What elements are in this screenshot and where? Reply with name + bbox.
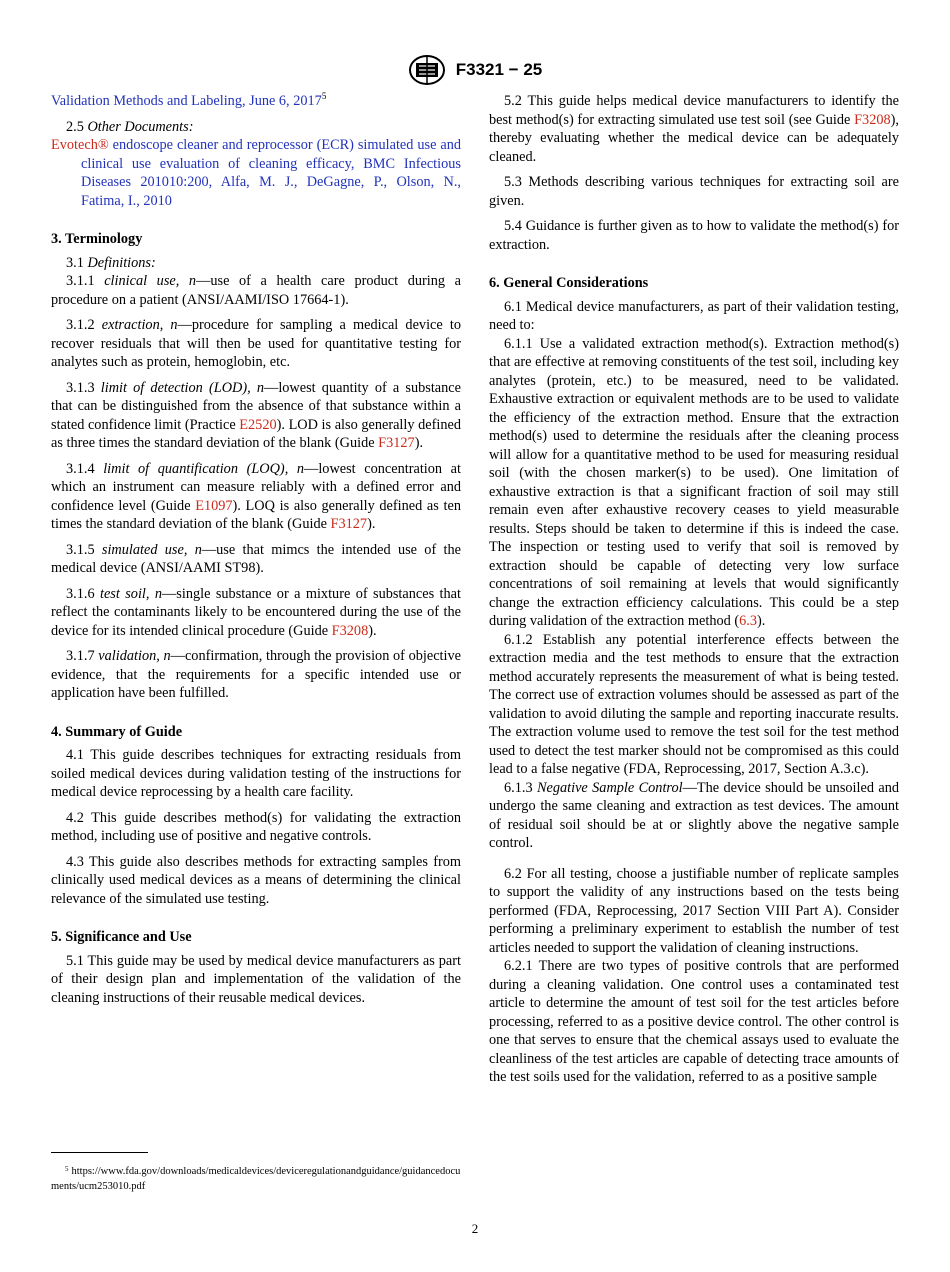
footnote-url[interactable]: https://www.fda.gov/downloads/medicaldevices/deviceregulationandguidance/guidancedocuments/ucm253010.pdf bbox=[51, 1166, 461, 1192]
ref-link[interactable]: 6.3 bbox=[739, 613, 758, 629]
ref-link[interactable]: E2520 bbox=[239, 416, 277, 433]
heading-summary: 4. Summary of Guide bbox=[51, 723, 183, 740]
para-3-1-4: 3.1.4 limit of quantification (LOQ), n—lowest concentration at which an instrument can measure reliably with a defined error and confidence level (Guide E1097). LOQ is also generally defined as ten times the standard deviation of the blank (Guide F3127). bbox=[51, 460, 461, 532]
para-3-1-7: 3.1.7 validation, n—confirmation, through the provision of objective evidence, that the requirements for a specific intended use or application have been fulfilled. bbox=[51, 648, 461, 701]
para-5-4: 5.4 Guidance is further given as to how to validate the method(s) for extraction. bbox=[489, 218, 899, 253]
evotech-reference bbox=[51, 136, 461, 210]
evotech-brand: Evotech® bbox=[51, 137, 109, 153]
para-6-1-3: 6.1.3 Negative Sample Control—The device should be unsoiled and undergo the same cleaning and extraction as test devices. The amount of residual soil should be at or slightly above the negative sample control. bbox=[489, 779, 899, 851]
ref-link[interactable]: F3208 bbox=[854, 111, 891, 128]
para-4-1: 4.1 This guide describes techniques for extracting residuals from soiled medical devices during validation testing of the instructions for medical device reprocessing by a health care facility. bbox=[51, 747, 461, 800]
para-6-2-1: 6.2.1 There are two types of positive controls that are performed during a cleaning validation. One control uses a contaminated test article to determine the amount of test soil for the test articles before processing, referred to as a positive device control. The other control is one that serves to ensure that the chemical assays used to evaluate the cleanliness of the test articles are capable of detecting trace amounts of the test soils used for the validation, referred to as a positive sample bbox=[489, 958, 899, 1085]
heading-general-considerations: 6. General Considerations bbox=[489, 275, 649, 291]
para-3-1-5: 3.1.5 simulated use, n—use that mimcs the intended use of the medical device (ANSI/AAMI ST98). bbox=[51, 541, 461, 576]
para-3-1-2: 3.1.2 extraction, n—procedure for sampling a medical device to recover residuals that will then be used for quantitative testing for analytes such as protein, hemoglobin, etc. bbox=[51, 317, 461, 370]
ref-link[interactable]: F3208 bbox=[331, 622, 369, 639]
left-column bbox=[51, 92, 461, 1007]
para-5-3: 5.3 Methods describing various techniques for extracting soil are given. bbox=[489, 174, 899, 209]
ref-link[interactable]: F3127 bbox=[378, 435, 415, 451]
astm-logo-icon bbox=[408, 54, 446, 86]
para-5-2: 5.2 This guide helps medical device manufacturers to identify the best method(s) for extracting simulated use test soil (see Guide F3208), thereby evaluating whether the medical device can be adequately cleaned. bbox=[489, 93, 899, 165]
page-number: 2 bbox=[471, 1221, 479, 1236]
para-3-1-3: 3.1.3 limit of detection (LOD), n—lowest quantity of a substance that can be distinguished from the absence of that substance within a stated confidence limit (Practice E2520). LOD is also generally defined as three times the standard deviation of the blank (Guide F3127). bbox=[51, 379, 461, 451]
section-2-5: 2.5 Other Documents: bbox=[66, 118, 194, 135]
ref-link[interactable]: E1097 bbox=[195, 497, 233, 514]
heading-significance: 5. Significance and Use bbox=[51, 929, 192, 945]
footnote-number: 5 bbox=[65, 1165, 69, 1173]
ref-link[interactable]: F3127 bbox=[330, 516, 368, 532]
heading-terminology: 3. Terminology bbox=[51, 231, 143, 247]
reference-link[interactable]: Validation Methods and Labeling, June 6, 2017 bbox=[51, 93, 322, 109]
para-6-2: 6.2 For all testing, choose a justifiable number of replicate samples to support the validity of any instructions based on the tests being performed (FDA, Reprocessing, 2017 Section VIII Part A). Consider performing a preliminary experiment to establish the number of test articles needed to support the validation of cleaning instructions. bbox=[489, 865, 899, 956]
para-3-1-6: 3.1.6 test soil, n—single substance or a mixture of substances that reflect the contaminants likely to be encountered during the use of the device for its intended clinical procedure (Guide F3208). bbox=[51, 585, 461, 639]
para-4-3: 4.3 This guide also describes methods for extracting samples from clinically used medical devices as a means of determining the clinical relevance of the simulated use testing. bbox=[51, 853, 461, 907]
para-4-2: 4.2 This guide describes method(s) for validating the extraction method, including use of positive and negative controls. bbox=[51, 809, 461, 844]
footnote-marker: 5 bbox=[321, 91, 327, 101]
para-6-1-2: 6.1.2 Establish any potential interference effects between the extraction media and the test methods to ensure that the extraction method accurately represents the measurement of what is being tested. The correct use of extraction volumes should be assessed as part of the validation to avoid diluting the sample and reporting inaccurate results. The extraction volume used to remove the test soil for the test method used to detect the test marker should not be compromised as this could lead to a false negative (FDA, Reprocessing, 2017, Section A.3.c). bbox=[489, 631, 899, 777]
para-5-1: 5.1 This guide may be used by medical device manufacturers as part of their design plan and implementation of the validation of the cleaning instructions of their reusable medical devices. bbox=[51, 952, 461, 1006]
document-id: F3321 − 25 bbox=[455, 60, 543, 79]
para-6-1: 6.1 Medical device manufacturers, as part of their validation testing, need to: bbox=[489, 298, 899, 333]
para-3-1-1: 3.1.1 clinical use, n—use of a health care product during a procedure on a patient (ANSI/AAMI/ISO 17664-1). bbox=[51, 273, 461, 308]
reference-continuation bbox=[51, 92, 461, 111]
evotech-link[interactable]: endoscope cleaner and reprocessor (ECR) simulated use and clinical use evaluation of cleaning efficacy, BMC Infectious Diseases 201010:200, Alfa, M. J., DeGagne, P., Olson, N., Fatima, I., 2010 bbox=[81, 137, 462, 209]
footnote bbox=[51, 1162, 461, 1194]
footnote-divider bbox=[51, 1152, 148, 1153]
page-header bbox=[0, 54, 950, 86]
right-column bbox=[489, 92, 899, 1087]
para-3-1: 3.1 Definitions: bbox=[66, 254, 156, 271]
para-6-1-1: 6.1.1 Use a validated extraction method(s). Extraction method(s) that are effective at removing constituents of the test soil, including key analytes (protein, etc.) to be measured, need to be validated. Exhaustive extraction or equivalent methods are to be used to validate the efficiency of the extraction method. Ensure that the extraction method(s) used to determine the residuals after the cleaning process will allow for a quantitative method to be used for measuring residual soil (with the chosen marker(s) to be used). One limitation of exhaustive extraction is that a significant fraction of soil may still remain even after exhaustive recovery ceases to yield measurable results. Steps should be taken to determine if this is indeed the case. The inspection or testing used to verify that soil is removed by extraction should be capable of detecting very low surface concentrations of soil remaining at levels that would significantly change the extraction efficiency calculations. This could be a step during validation of the extraction method (6.3). bbox=[489, 335, 899, 629]
